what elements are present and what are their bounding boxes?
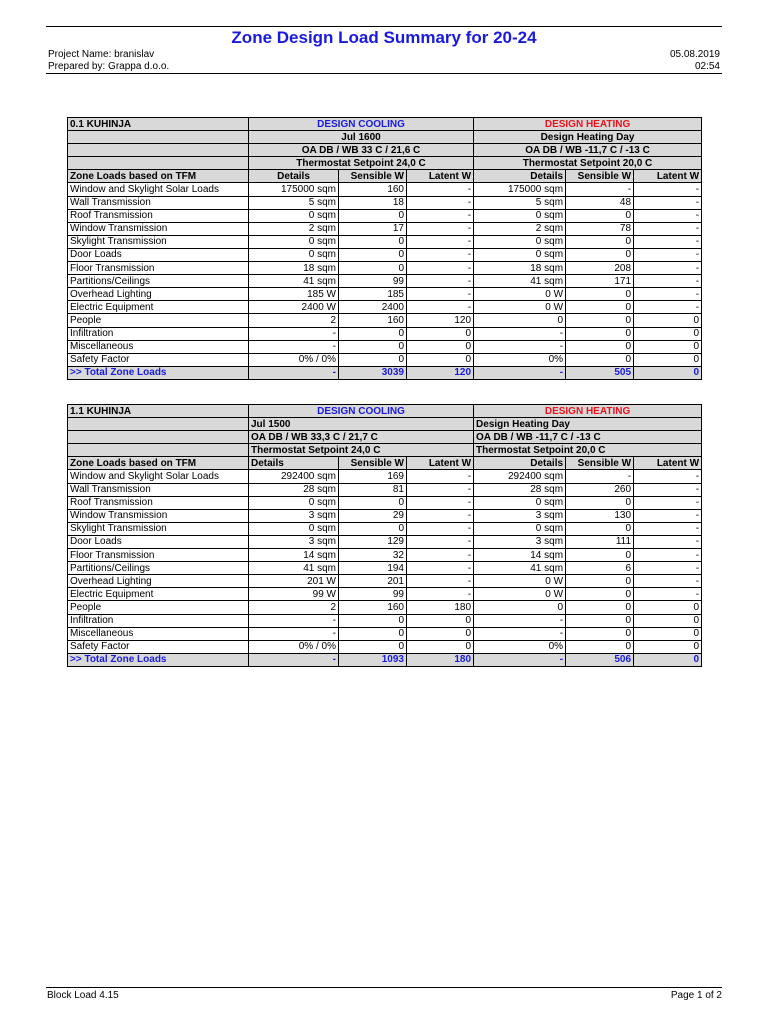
cooling-oa: OA DB / WB 33 C / 21,6 C: [249, 144, 474, 157]
outdoor-air-row: [68, 144, 702, 157]
column-header: Latent W: [407, 457, 474, 470]
table-cell: Window and Skylight Solar Loads: [68, 183, 249, 196]
table-cell: 160: [339, 314, 407, 327]
report-date: 05.08.2019: [669, 49, 720, 60]
table-cell: -: [634, 222, 702, 235]
table-cell: 0: [566, 588, 634, 601]
table-cell: 81: [339, 483, 407, 496]
project-name: Project Name: branislav: [48, 49, 155, 60]
zone-name: 0.1 KUHINJA: [68, 118, 249, 131]
table-cell: -: [407, 183, 474, 196]
table-cell: 0 W: [474, 575, 566, 588]
table-row: [68, 288, 702, 301]
table-cell: -: [634, 522, 702, 535]
table-cell: Wall Transmission: [68, 196, 249, 209]
table-cell: Partitions/Ceilings: [68, 562, 249, 575]
column-header-row: [68, 457, 702, 470]
table-row: [68, 209, 702, 222]
table-cell: Overhead Lighting: [68, 575, 249, 588]
table-cell: 0: [339, 262, 407, 275]
table-cell: 175000 sqm: [249, 183, 339, 196]
total-zone-loads-row: [68, 653, 702, 666]
table-cell: -: [474, 340, 566, 353]
zone-table-0-1-kuhinja: [67, 117, 702, 380]
table-cell: 0 sqm: [249, 248, 339, 261]
table-cell: 0 W: [474, 588, 566, 601]
table-cell: -: [407, 470, 474, 483]
table-cell: 0: [339, 327, 407, 340]
table-cell: 0: [339, 353, 407, 366]
table-cell: Roof Transmission: [68, 496, 249, 509]
table-cell: 130: [566, 509, 634, 522]
column-header: Details: [249, 170, 339, 183]
table-cell: 0% / 0%: [249, 640, 339, 653]
table-cell: 3039: [339, 366, 407, 379]
table-cell: 0 sqm: [474, 248, 566, 261]
table-cell: -: [566, 183, 634, 196]
table-cell: 180: [407, 601, 474, 614]
table-cell: 0: [566, 496, 634, 509]
table-row: [68, 183, 702, 196]
table-cell: -: [407, 535, 474, 548]
table-cell: Window Transmission: [68, 222, 249, 235]
table-cell: 171: [566, 275, 634, 288]
table-cell: Roof Transmission: [68, 209, 249, 222]
table-cell: 1093: [339, 653, 407, 666]
table-cell: 0: [407, 640, 474, 653]
table-cell: People: [68, 601, 249, 614]
table-cell: 292400 sqm: [249, 470, 339, 483]
table-cell: 0: [566, 288, 634, 301]
table-row: [68, 522, 702, 535]
table-cell: 2 sqm: [249, 222, 339, 235]
table-cell: 0 sqm: [474, 522, 566, 535]
table-cell: 292400 sqm: [474, 470, 566, 483]
column-header: Latent W: [634, 457, 702, 470]
table-row: [68, 275, 702, 288]
table-cell: 5 sqm: [249, 196, 339, 209]
design-heating-label: DESIGN HEATING: [474, 118, 702, 131]
table-cell: Safety Factor: [68, 640, 249, 653]
table-cell: -: [407, 549, 474, 562]
table-cell: -: [474, 327, 566, 340]
table-cell: 0: [339, 496, 407, 509]
table-cell: -: [474, 614, 566, 627]
table-row: [68, 262, 702, 275]
table-cell: 78: [566, 222, 634, 235]
table-cell: 0: [634, 314, 702, 327]
table-cell: 185 W: [249, 288, 339, 301]
table-cell: 0: [339, 248, 407, 261]
table-cell: Window Transmission: [68, 509, 249, 522]
table-cell: 0: [566, 340, 634, 353]
table-cell: -: [634, 562, 702, 575]
table-cell: -: [249, 627, 339, 640]
table-cell: -: [407, 509, 474, 522]
table-row: [68, 562, 702, 575]
table-cell: 0 sqm: [249, 496, 339, 509]
table-cell: -: [407, 235, 474, 248]
column-header: Details: [249, 457, 339, 470]
heating-time: Design Heating Day: [474, 131, 702, 144]
table-cell: -: [407, 496, 474, 509]
table-cell: 120: [407, 314, 474, 327]
table-row: [68, 627, 702, 640]
column-header: Latent W: [407, 170, 474, 183]
table-cell: 0: [566, 248, 634, 261]
table-cell: 201 W: [249, 575, 339, 588]
table-cell: 0: [407, 627, 474, 640]
table-cell: -: [249, 366, 339, 379]
table-cell: >> Total Zone Loads: [68, 653, 249, 666]
table-cell: 18 sqm: [249, 262, 339, 275]
table-cell: 129: [339, 535, 407, 548]
table-cell: 208: [566, 262, 634, 275]
table-cell: 99: [339, 275, 407, 288]
table-cell: 0 sqm: [249, 235, 339, 248]
setpoint-row: [68, 157, 702, 170]
setpoint-row: [68, 444, 702, 457]
table-cell: 0: [634, 353, 702, 366]
table-cell: 175000 sqm: [474, 183, 566, 196]
table-cell: 0: [634, 627, 702, 640]
table-cell: 28 sqm: [474, 483, 566, 496]
table-row: [68, 340, 702, 353]
table-cell: 2: [249, 601, 339, 614]
table-cell: Door Loads: [68, 535, 249, 548]
zone-name: 1.1 KUHINJA: [68, 405, 249, 418]
table-cell: 41 sqm: [249, 562, 339, 575]
table-cell: 0: [339, 627, 407, 640]
table-cell: 3 sqm: [474, 535, 566, 548]
zone-header-row: [68, 405, 702, 418]
table-cell: 0: [634, 340, 702, 353]
design-cooling-label: DESIGN COOLING: [249, 118, 474, 131]
table-cell: 0: [634, 601, 702, 614]
table-cell: 0: [407, 327, 474, 340]
column-header: Details: [474, 457, 566, 470]
table-row: [68, 327, 702, 340]
table-cell: -: [407, 222, 474, 235]
outdoor-air-row: [68, 431, 702, 444]
table-row: [68, 509, 702, 522]
table-row: [68, 640, 702, 653]
table-cell: 0: [474, 314, 566, 327]
table-cell: Electric Equipment: [68, 588, 249, 601]
table-cell: 0: [566, 235, 634, 248]
table-cell: -: [407, 575, 474, 588]
table-cell: -: [634, 496, 702, 509]
table-cell: 160: [339, 601, 407, 614]
table-cell: Skylight Transmission: [68, 522, 249, 535]
table-cell: -: [634, 470, 702, 483]
table-cell: 14 sqm: [249, 549, 339, 562]
table-cell: -: [407, 301, 474, 314]
table-cell: 0: [566, 575, 634, 588]
report-header: [46, 26, 722, 74]
table-cell: 111: [566, 535, 634, 548]
zone-header-row: [68, 118, 702, 131]
table-cell: -: [634, 275, 702, 288]
table-cell: 0: [566, 640, 634, 653]
table-cell: 0 sqm: [474, 209, 566, 222]
table-cell: -: [407, 275, 474, 288]
table-cell: Wall Transmission: [68, 483, 249, 496]
table-row: [68, 301, 702, 314]
table-row: [68, 535, 702, 548]
column-header: Latent W: [634, 170, 702, 183]
table-cell: -: [249, 327, 339, 340]
table-cell: 0: [339, 640, 407, 653]
table-cell: 0: [566, 209, 634, 222]
table-cell: -: [407, 248, 474, 261]
table-cell: Miscellaneous: [68, 340, 249, 353]
cooling-time: Jul 1600: [249, 131, 474, 144]
table-cell: 0: [474, 601, 566, 614]
table-cell: 169: [339, 470, 407, 483]
table-cell: -: [634, 262, 702, 275]
table-cell: Window and Skylight Solar Loads: [68, 470, 249, 483]
table-cell: 0 sqm: [249, 522, 339, 535]
table-cell: 41 sqm: [474, 562, 566, 575]
table-cell: 0: [339, 522, 407, 535]
table-cell: Overhead Lighting: [68, 288, 249, 301]
table-cell: -: [407, 522, 474, 535]
table-cell: 0: [339, 235, 407, 248]
table-cell: 3 sqm: [474, 509, 566, 522]
table-cell: -: [407, 209, 474, 222]
prepared-by: Prepared by: Grappa d.o.o.: [48, 61, 170, 72]
table-cell: -: [634, 248, 702, 261]
table-cell: Infiltration: [68, 327, 249, 340]
table-cell: 41 sqm: [249, 275, 339, 288]
table-cell: Floor Transmission: [68, 262, 249, 275]
column-header: Sensible W: [339, 170, 407, 183]
table-cell: 18 sqm: [474, 262, 566, 275]
table-cell: 160: [339, 183, 407, 196]
column-header: Zone Loads based on TFM: [68, 170, 249, 183]
table-cell: 2400 W: [249, 301, 339, 314]
table-cell: -: [407, 588, 474, 601]
heating-time: Design Heating Day: [474, 418, 702, 431]
table-row: [68, 470, 702, 483]
table-cell: 0: [566, 549, 634, 562]
table-cell: 14 sqm: [474, 549, 566, 562]
heating-oa: OA DB / WB -11,7 C / -13 C: [474, 431, 702, 444]
table-cell: 0 sqm: [249, 209, 339, 222]
report-title: Zone Design Load Summary for 20-24: [231, 28, 537, 47]
table-cell: 0: [634, 653, 702, 666]
table-cell: 2: [249, 314, 339, 327]
design-cooling-label: DESIGN COOLING: [249, 405, 474, 418]
table-cell: -: [634, 483, 702, 496]
footer-divider: [46, 987, 722, 988]
table-cell: -: [634, 183, 702, 196]
table-cell: 0: [566, 601, 634, 614]
table-cell: -: [634, 301, 702, 314]
table-cell: 29: [339, 509, 407, 522]
total-zone-loads-row: [68, 366, 702, 379]
table-cell: -: [249, 653, 339, 666]
design-time-row: [68, 418, 702, 431]
table-cell: -: [634, 535, 702, 548]
table-row: [68, 588, 702, 601]
design-time-row: [68, 131, 702, 144]
table-cell: 6: [566, 562, 634, 575]
table-cell: 0: [634, 640, 702, 653]
table-cell: 0: [407, 353, 474, 366]
table-cell: 201: [339, 575, 407, 588]
table-cell: 0 W: [474, 301, 566, 314]
table-cell: -: [407, 262, 474, 275]
table-cell: 99: [339, 588, 407, 601]
table-cell: -: [407, 288, 474, 301]
table-cell: 28 sqm: [249, 483, 339, 496]
table-cell: 0%: [474, 640, 566, 653]
table-cell: 0: [339, 614, 407, 627]
table-cell: 0 sqm: [474, 496, 566, 509]
cooling-setpoint: Thermostat Setpoint 24,0 C: [249, 157, 474, 170]
column-header: Sensible W: [566, 457, 634, 470]
table-cell: Skylight Transmission: [68, 235, 249, 248]
table-cell: -: [634, 196, 702, 209]
table-cell: 0%: [474, 353, 566, 366]
table-cell: 120: [407, 366, 474, 379]
column-header: Zone Loads based on TFM: [68, 457, 249, 470]
table-cell: 260: [566, 483, 634, 496]
heating-setpoint: Thermostat Setpoint 20,0 C: [474, 444, 702, 457]
table-cell: Floor Transmission: [68, 549, 249, 562]
table-cell: -: [407, 483, 474, 496]
table-cell: 5 sqm: [474, 196, 566, 209]
column-header: Details: [474, 170, 566, 183]
table-cell: 41 sqm: [474, 275, 566, 288]
table-row: [68, 222, 702, 235]
table-cell: 0: [634, 614, 702, 627]
table-cell: -: [474, 627, 566, 640]
table-cell: -: [566, 470, 634, 483]
table-cell: >> Total Zone Loads: [68, 366, 249, 379]
table-row: [68, 575, 702, 588]
cooling-oa: OA DB / WB 33,3 C / 21,7 C: [249, 431, 474, 444]
report-time: 02:54: [694, 61, 720, 72]
table-cell: Partitions/Ceilings: [68, 275, 249, 288]
table-cell: 0: [407, 340, 474, 353]
table-cell: 3 sqm: [249, 535, 339, 548]
table-cell: 0 sqm: [474, 235, 566, 248]
table-cell: 194: [339, 562, 407, 575]
table-row: [68, 314, 702, 327]
table-cell: 180: [407, 653, 474, 666]
table-cell: -: [634, 209, 702, 222]
table-cell: 0: [566, 614, 634, 627]
table-cell: Door Loads: [68, 248, 249, 261]
table-cell: 0: [634, 327, 702, 340]
table-cell: 48: [566, 196, 634, 209]
table-cell: 0: [566, 353, 634, 366]
table-cell: 185: [339, 288, 407, 301]
table-row: [68, 196, 702, 209]
table-cell: -: [407, 196, 474, 209]
table-cell: 0: [566, 314, 634, 327]
table-cell: People: [68, 314, 249, 327]
table-cell: -: [634, 588, 702, 601]
table-cell: -: [634, 575, 702, 588]
table-cell: 2 sqm: [474, 222, 566, 235]
table-cell: 0: [566, 327, 634, 340]
table-cell: -: [249, 340, 339, 353]
table-cell: 505: [566, 366, 634, 379]
table-cell: -: [407, 562, 474, 575]
table-cell: 0: [566, 301, 634, 314]
table-row: [68, 353, 702, 366]
table-cell: 0: [566, 522, 634, 535]
table-cell: 0: [339, 209, 407, 222]
table-cell: 0% / 0%: [249, 353, 339, 366]
footer-page-number: Page 1 of 2: [670, 990, 722, 1001]
table-cell: -: [474, 653, 566, 666]
table-cell: 17: [339, 222, 407, 235]
table-cell: 0: [634, 366, 702, 379]
heating-setpoint: Thermostat Setpoint 20,0 C: [474, 157, 702, 170]
table-row: [68, 483, 702, 496]
heating-oa: OA DB / WB -11,7 C / -13 C: [474, 144, 702, 157]
table-cell: Electric Equipment: [68, 301, 249, 314]
table-cell: 0: [339, 340, 407, 353]
zone-table-1-1-kuhinja: [67, 404, 702, 667]
table-cell: -: [474, 366, 566, 379]
table-row: [68, 601, 702, 614]
table-cell: -: [634, 509, 702, 522]
table-cell: 0: [407, 614, 474, 627]
table-row: [68, 496, 702, 509]
cooling-setpoint: Thermostat Setpoint 24,0 C: [249, 444, 474, 457]
table-row: [68, 248, 702, 261]
table-cell: 506: [566, 653, 634, 666]
table-cell: -: [634, 235, 702, 248]
table-cell: 0 W: [474, 288, 566, 301]
table-cell: 99 W: [249, 588, 339, 601]
column-header: Sensible W: [566, 170, 634, 183]
table-cell: 32: [339, 549, 407, 562]
design-heating-label: DESIGN HEATING: [474, 405, 702, 418]
table-cell: -: [634, 288, 702, 301]
footer-program: Block Load 4.15: [47, 990, 119, 1001]
column-header-row: [68, 170, 702, 183]
table-cell: -: [634, 549, 702, 562]
table-cell: Infiltration: [68, 614, 249, 627]
table-cell: 3 sqm: [249, 509, 339, 522]
table-cell: Safety Factor: [68, 353, 249, 366]
table-cell: -: [249, 614, 339, 627]
table-cell: Miscellaneous: [68, 627, 249, 640]
column-header: Sensible W: [339, 457, 407, 470]
table-row: [68, 614, 702, 627]
cooling-time: Jul 1500: [249, 418, 474, 431]
table-cell: 0: [566, 627, 634, 640]
table-cell: 18: [339, 196, 407, 209]
table-row: [68, 235, 702, 248]
table-cell: 2400: [339, 301, 407, 314]
table-row: [68, 549, 702, 562]
